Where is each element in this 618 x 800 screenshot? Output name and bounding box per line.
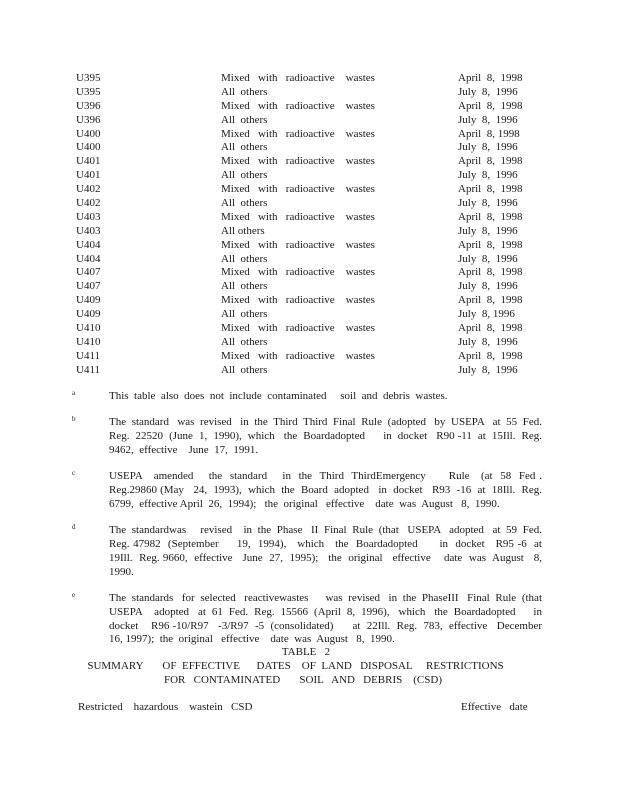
footnote: [72, 390, 542, 404]
waste-description: All others: [221, 308, 268, 321]
waste-description: Mixed with radioactive wastes: [221, 99, 375, 112]
effective-date: July 8, 1996: [458, 335, 518, 348]
table-row: [76, 72, 536, 86]
footnote-text: This table also does not include contaminated soil and debris wastes.: [109, 390, 448, 402]
effective-date: July 8, 1996: [458, 363, 518, 376]
effective-date: July 8, 1996: [458, 85, 518, 98]
footnote-text: The standard was revised in the Third Third Final Rule (adopted by USEPA at 55 Fed. Reg. 22520 (June 1, 1990), which the Boardadopted in docket R90 -11 at 15Ill. Reg. 9462, effective June 17, 1991.: [109, 416, 545, 456]
effective-date: April 8, 1998: [458, 210, 523, 223]
table-row: [76, 197, 536, 211]
effective-date: April 8, 1998: [458, 183, 523, 196]
table-title-line-2: FOR CONTAMINATED SOIL AND DEBRIS (CSD): [163, 673, 442, 686]
waste-description: All others: [221, 224, 265, 237]
waste-description: All others: [221, 252, 268, 265]
waste-code: U404: [76, 252, 101, 265]
waste-code: U411: [76, 349, 101, 362]
table-title-line-1: SUMMARY OF EFFECTIVE DATES OF LAND DISPOSAL RESTRICTIONS: [87, 659, 504, 672]
footnote: [72, 590, 559, 648]
effective-date: April 8, 1998: [458, 127, 520, 140]
table-row: [76, 155, 536, 169]
waste-description: Mixed with radioactive wastes: [221, 266, 375, 279]
table-row: [76, 350, 536, 364]
table-row: [76, 266, 536, 280]
waste-code: U400: [76, 141, 101, 154]
waste-description: Mixed with radioactive wastes: [221, 155, 375, 168]
effective-date: July 8, 1996: [458, 280, 518, 293]
waste-description: Mixed with radioactive wastes: [221, 322, 375, 335]
table-row: [76, 336, 536, 350]
effective-date: April 8, 1998: [458, 266, 523, 279]
table-number: TABLE 2: [281, 646, 331, 658]
effective-date: April 8, 1998: [458, 238, 523, 251]
footnotes: [72, 389, 559, 660]
table-row: [76, 294, 536, 308]
table-2-title: [0, 646, 618, 688]
table-row: [76, 128, 536, 142]
waste-code: U409: [76, 294, 101, 307]
waste-description: All others: [221, 141, 268, 154]
table-row: [76, 364, 536, 378]
effective-date: July 8, 1996: [458, 169, 518, 182]
waste-description: Mixed with radioactive wastes: [221, 72, 375, 84]
footnote: [72, 469, 548, 512]
footnote-marker: b: [72, 415, 76, 424]
footnote-text: USEPA amended the standard in the Third ThirdEmergency Rule (at 58 Fed . Reg.29860 (May 24, 1993), which the Board adopted in docket R93 -16 at 18Ill. Reg. 6799, effective April 26, 1994); the original effective date was August 8, 1990.: [109, 470, 548, 510]
waste-code: U404: [76, 238, 101, 251]
waste-code: U395: [76, 85, 101, 98]
effective-date: April 8, 1998: [458, 72, 523, 84]
table-row: [76, 225, 536, 239]
waste-description: All others: [221, 280, 268, 293]
waste-description: All others: [221, 113, 268, 126]
footnote-text: The standardwas revised in the Phase II Final Rule (that USEPA adopted at 59 Fed. Reg. 47982 (September 19, 1994), which the Boardadopted in docket R95 -6 at 19Ill. Reg. 9660, effective June 27, 1995); the original effective date was August 8, 1990.: [109, 523, 548, 578]
effective-date: July 8, 1996: [458, 252, 518, 265]
waste-code: U396: [76, 99, 101, 112]
waste-code: U400: [76, 127, 101, 140]
table-row: [76, 239, 536, 253]
effective-date: July 8, 1996: [458, 141, 518, 154]
column-header-waste: Restricted hazardous wastein CSD: [78, 701, 253, 713]
table-row: [76, 86, 536, 100]
waste-code: U401: [76, 155, 101, 168]
effective-date: April 8, 1998: [458, 294, 523, 307]
footnote-marker: c: [72, 469, 76, 477]
footnote: [72, 415, 545, 458]
effective-date: July 8, 1996: [458, 197, 518, 210]
table-row: [76, 308, 536, 322]
waste-description: Mixed with radioactive wastes: [221, 210, 375, 223]
waste-description: All others: [221, 169, 268, 182]
footnote-marker: d: [72, 522, 76, 531]
footnote: [72, 522, 548, 580]
footnote-text: The standards for selected reactivewastes was revised in the PhaseIII Final Rule (that USEPA adopted at 61 Fed. Reg. 15566 (April 8, 1996), which the Boardadopted in docket R96 -10/R97 -3/R97 -5 (consolidated) at 22Ill. Reg. 783, effective December 16, 1997); the original effective date was August 8, 1990.: [109, 591, 559, 646]
waste-code: U402: [76, 183, 101, 196]
table-row: [76, 114, 536, 128]
waste-code: U409: [76, 308, 101, 321]
effective-date: April 8, 1998: [458, 349, 523, 362]
column-header-date: Effective date: [461, 701, 528, 713]
table-row: [76, 141, 536, 155]
effective-date: July 8, 1996: [458, 308, 515, 321]
waste-code: U402: [76, 197, 101, 210]
table-row: [76, 183, 536, 197]
table-row: [76, 280, 536, 294]
table-row: [76, 253, 536, 267]
waste-code: U401: [76, 169, 101, 182]
effective-date: April 8, 1998: [458, 155, 523, 168]
footnote-marker: a: [72, 389, 76, 397]
waste-description: All others: [221, 363, 268, 376]
waste-code: U410: [76, 335, 101, 348]
waste-description: Mixed with radioactive wastes: [221, 127, 375, 140]
table-row: [76, 211, 536, 225]
waste-code: U410: [76, 322, 101, 335]
effective-date: April 8, 1998: [458, 99, 523, 112]
table-row: [76, 169, 536, 183]
waste-description: Mixed with radioactive wastes: [221, 238, 375, 251]
waste-code: U411: [76, 363, 101, 376]
effective-date: April 8, 1998: [458, 322, 523, 335]
effective-date: July 8, 1996: [458, 113, 518, 126]
effective-date: July 8, 1996: [458, 224, 518, 237]
waste-code: U407: [76, 266, 101, 279]
waste-description: Mixed with radioactive wastes: [221, 294, 375, 307]
footnote-marker: e: [72, 590, 76, 599]
table-2-column-headers: [78, 700, 538, 714]
waste-description: Mixed with radioactive wastes: [221, 183, 375, 196]
waste-code: U395: [76, 72, 101, 84]
waste-code: U407: [76, 280, 101, 293]
table-row: [76, 100, 536, 114]
waste-code-table: [76, 72, 536, 378]
waste-code: U396: [76, 113, 101, 126]
waste-description: All others: [221, 335, 268, 348]
waste-code: U403: [76, 224, 101, 237]
table-row: [76, 322, 536, 336]
waste-description: All others: [221, 197, 268, 210]
waste-description: Mixed with radioactive wastes: [221, 349, 375, 362]
waste-code: U403: [76, 210, 101, 223]
waste-description: All others: [221, 85, 268, 98]
